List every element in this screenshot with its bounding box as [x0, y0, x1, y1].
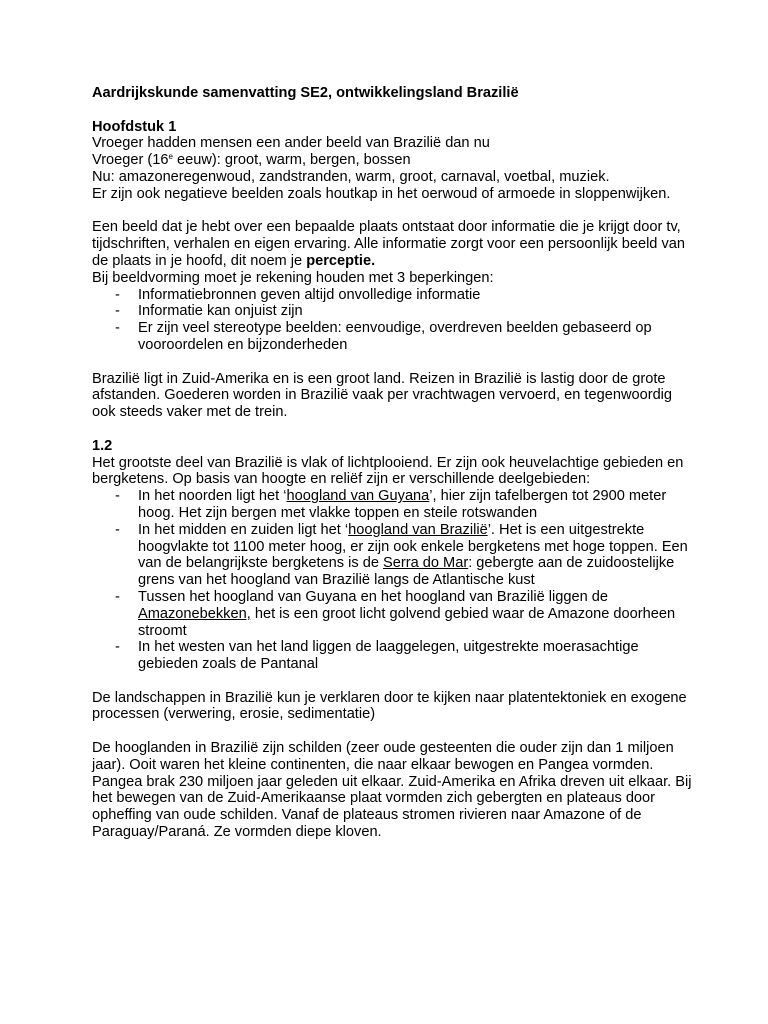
list-item: - Tussen het hoogland van Guyana en het hoogland van Brazilië liggen de Amazonebekken, het is een groot licht golvend gebied waar de Amazone doorheen stroomt	[92, 589, 692, 639]
intro-line-3: Nu: amazoneregenwoud, zandstranden, warm, groot, carnaval, voetbal, muziek.	[92, 168, 610, 185]
document-title: Aardrijkskunde samenvatting SE2, ontwikkelingsland Brazilië	[92, 85, 519, 101]
list-item: - In het midden en zuiden ligt het ‘hoogland van Brazilië’. Het is een uitgestrekte hoogvlakte tot 1100 meter hoog, er zijn ook enkele bergketens met hoge toppen. Een van de belangrijkste bergketens is de Serra do Mar: gebergte aan de zuidoostelijke grens van het hoogland van Brazilië langs de Atlantische kust	[92, 522, 692, 589]
intro-line-4: Er zijn ook negatieve beelden zoals houtkap in het oerwoud of armoede in sloppenwijken.	[92, 185, 671, 202]
shields-paragraph: De hooglanden in Brazilië zijn schilden (zeer oude gesteenten die ouder zijn dan 1 miljoen jaar). Ooit waren het kleine continenten, die naar elkaar bewogen en Pangea vormden.	[92, 740, 674, 773]
section-heading: 1.2	[92, 437, 113, 454]
pangea-paragraph: Pangea brak 230 miljoen jaar geleden uit elkaar. Zuid-Amerika en Afrika dreven uit elkaar. Bij het bewegen van de Zuid-Amerikaanse plaat vormden zich gebergten en plateaus door opheffing van oude schilden. Vanaf de plateaus stromen rivieren naar Amazone of de Paraguay/Paraná. Ze vormden diepe kloven.	[92, 773, 692, 841]
intro-line-2: Vroeger (16e eeuw): groot, warm, bergen, bossen	[92, 152, 411, 169]
landscape-paragraph: De landschappen in Brazilië kun je verklaren door te kijken naar platentektoniek en exogene processen (verwering, erosie, sedimentatie)	[92, 689, 687, 723]
regions-list	[92, 488, 692, 673]
list-item: - Er zijn veel stereotype beelden: eenvoudige, overdreven beelden gebaseerd op vooroordelen en bijzonderheden	[92, 320, 692, 354]
relief-paragraph: Het grootste deel van Brazilië is vlak of lichtplooiend. Er zijn ook heuvelachtige gebieden en bergketens. Op basis van hoogte en reliëf zijn er verschillende deelgebieden:	[92, 454, 684, 488]
limitations-intro: Bij beeldvorming moet je rekening houden met 3 beperkingen:	[92, 269, 494, 286]
chapter-heading: Hoofdstuk 1	[92, 118, 177, 135]
intro-line-1: Vroeger hadden mensen een ander beeld van Brazilië dan nu	[92, 135, 490, 152]
list-item: - Informatiebronnen geven altijd onvolledige informatie	[92, 287, 692, 304]
document-body	[92, 85, 692, 841]
list-item: - In het noorden ligt het ‘hoogland van Guyana’, hier zijn tafelbergen tot 2900 meter hoog. Het zijn bergen met vlakke toppen en steile rotswanden	[92, 488, 692, 522]
list-item: - Informatie kan onjuist zijn	[92, 303, 692, 320]
limitations-list	[92, 287, 692, 354]
list-item: - In het westen van het land liggen de laaggelegen, uitgestrekte moerasachtige gebieden zoals de Pantanal	[92, 639, 692, 673]
travel-paragraph: Brazilië ligt in Zuid-Amerika en is een groot land. Reizen in Brazilië is lastig door de grote afstanden. Goederen worden in Brazilië vaak per vrachtwagen vervoerd, en tegenwoordig ook steeds vaker met de trein.	[92, 370, 673, 421]
perception-paragraph: Een beeld dat je hebt over een bepaalde plaats ontstaat door informatie die je krijgt door tv, tijdschriften, verhalen en eigen ervaring. Alle informatie zorgt voor een persoonlijk beeld van de plaats in je hoofd, dit noem je perceptie.	[92, 219, 686, 269]
